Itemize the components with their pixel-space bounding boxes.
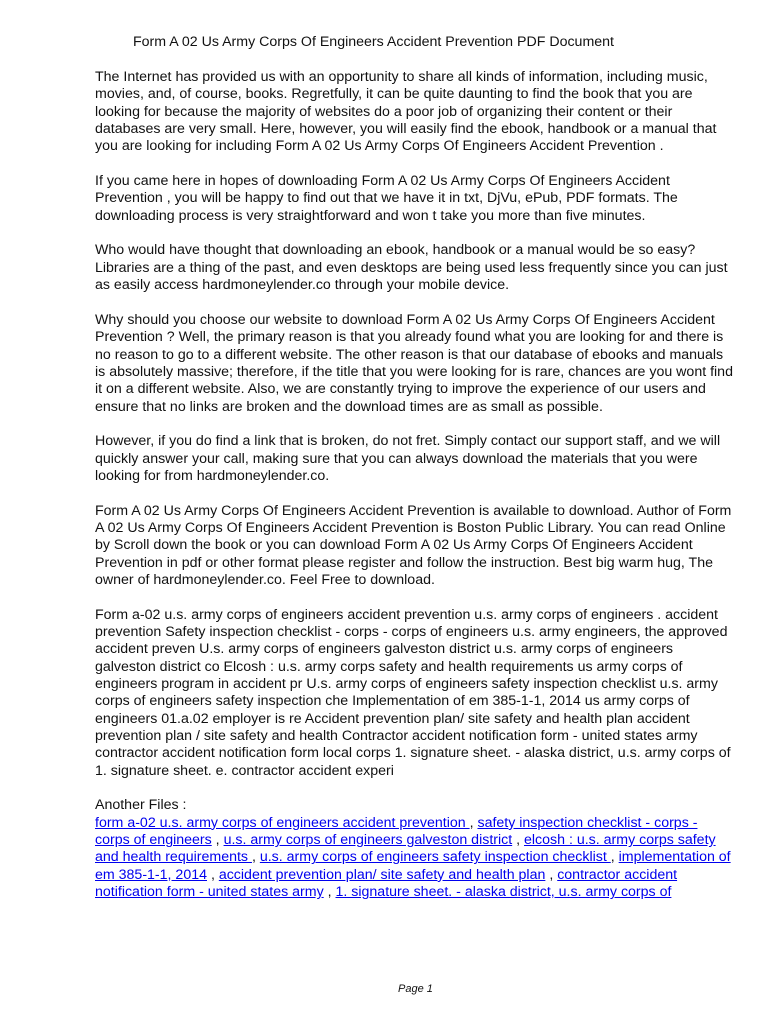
keyword-summary-paragraph: Form a-02 u.s. army corps of engineers accident prevention u.s. army corps of engineers . accident prevention Safety inspection checklist - corps - corps of engineers u.s. army engineers, the approved accident preven U.s. army corps of engineers galveston district u.s. army corps of engineers galveston district co Elcosh : u.s. army corps safety and health requirements us army corps of engineers program in accident pr U.s. army corps of engineers safety inspection checklist u.s. army corps of engineers safety inspection che Implementation of em 385-1-1, 2014 us army corps of engineers 01.a.02 employer is re Accident prevention plan/ site safety and health plan accident prevention plan / site safety and health Contractor accident notification form - united states army contractor accident notification form local corps 1. signature sheet. - alaska district, u.s. army corps of 1. signature sheet. e. contractor accident experi xyxy=(95,606,731,779)
file-link-signature-sheet[interactable]: 1. signature sheet. - alaska district, u.s. army corps of xyxy=(335,884,672,901)
intro-paragraph: The Internet has provided us with an opportunity to share all kinds of information, including music, movies, and, of course, books. Regretfully, it can be quite daunting to find the book that you are looking for because the majority of websites do a poor job of organizing their content or their databases are very small. Here, however, you will easily find the ebook, handbook or a manual that you are looking for including Form A 02 Us Army Corps Of Engineers Accident Prevention . xyxy=(95,69,717,155)
file-link-safety-inspection-checklist-2[interactable]: u.s. army corps of engineers safety inspection checklist xyxy=(259,849,611,866)
another-files-links xyxy=(95,815,735,902)
page-number: Page 1 xyxy=(398,983,433,995)
link-separator: , xyxy=(207,866,219,883)
link-separator: , xyxy=(251,849,260,866)
availability-paragraph: Form A 02 Us Army Corps Of Engineers Accident Prevention is available to download. Author of Form A 02 Us Army Corps Of Engineers Accident Prevention is Boston Public Library. You can read Online by Scroll down the book or you can download Form A 02 Us Army Corps Of Engineers Accident Prevention in pdf or other format please register and follow the instruction. Best big warm hug, The owner of hardmoneylender.co. Feel Free to download. xyxy=(95,502,732,588)
link-separator: , xyxy=(323,884,336,901)
file-link-galveston-district[interactable]: u.s. army corps of engineers galveston district xyxy=(223,832,513,849)
document-title: Form A 02 Us Army Corps Of Engineers Accident Prevention PDF Document xyxy=(133,34,614,50)
file-link-accident-prevention-plan[interactable]: accident prevention plan/ site safety and health plan xyxy=(218,866,546,883)
file-link-accident-prevention[interactable]: form a-02 u.s. army corps of engineers accident prevention xyxy=(95,814,470,831)
link-separator: , xyxy=(211,832,224,849)
file-link-contractor-notification-form[interactable]: contractor accident notification form - united states army xyxy=(95,866,678,901)
link-separator: , xyxy=(610,849,619,866)
broken-link-paragraph: However, if you do find a link that is broken, do not fret. Simply contact our support staff, and we will quickly answer your call, making sure that you can always download the materials that you were looking for from hardmoneylender.co. xyxy=(95,433,721,484)
mobile-access-paragraph: Who would have thought that downloading an ebook, handbook or a manual would be so easy? Libraries are a thing of the past, and even desktops are being used less frequently since you can just as easily access hardmoneylender.co through your mobile device. xyxy=(95,242,728,294)
file-link-elcosh-safety-health[interactable]: elcosh : u.s. army corps safety and health requirements xyxy=(95,832,716,866)
file-link-safety-inspection-checklist[interactable]: safety inspection checklist - corps - corps of engineers xyxy=(95,814,698,849)
link-separator: , xyxy=(545,866,558,883)
another-files-label: Another Files : xyxy=(95,797,187,814)
why-choose-paragraph: Why should you choose our website to download Form A 02 Us Army Corps Of Engineers Accident Prevention ? Well, the primary reason is that you already found what you are looking for and there is no reason to go to a different website. The other reason is that our database of ebooks and manuals is absolutely massive; therefore, if the title that you were looking for is rare, chances are you wont find it on a different website. Also, we are constantly trying to improve the experience of our users and ensure that no links are broken and the download times are as small as possible. xyxy=(95,311,733,415)
link-separator: , xyxy=(469,814,478,831)
file-link-em-385-implementation[interactable]: implementation of em 385-1-1, 2014 xyxy=(95,849,731,883)
document-body xyxy=(95,69,735,902)
link-separator: , xyxy=(512,832,524,849)
download-formats-paragraph: If you came here in hopes of downloading Form A 02 Us Army Corps Of Engineers Accident Prevention , you will be happy to find out that we have it in txt, DjVu, ePub, PDF formats. The downloading process is very straightforward and won t take you more than five minutes. xyxy=(95,173,678,224)
